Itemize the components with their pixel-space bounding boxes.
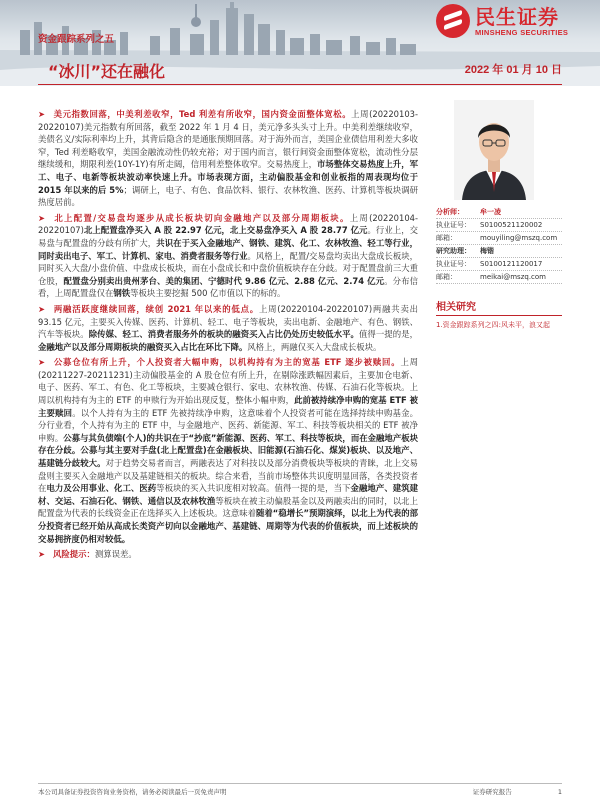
arrow-bullet-icon: ➤ [38,303,46,314]
body-text: 等板块主要挖掘 500 亿市值以下的标的。 [130,288,286,299]
disclaimer-note: 本公司具备证券投资咨询业务资格，请务必阅读最后一页免责声明 [38,788,227,796]
body-text: 上周(20211227-20211231)主动偏股基金的 A 股仓位有所上升，在剔除涨跌幅因素后，主要加仓电新、电子、医药、军工、有色、化工等板块，主要减仓银行、家电、农林牧渔、传媒、石油石化等板块。上周以机构持有为主的 ETF 的申赎行为开始出现反复，整体小幅申购， [38,357,419,406]
report-series: 资金跟踪系列之五 [38,34,115,45]
body-text: 上周(20220104-20220107)两融共卖出 93.15 亿元，主要买入传媒、医药、计算机、轻工、电子等板块，卖出电新、金融地产、有色、钢铁、汽车等板块。 [38,303,419,340]
arrow-bullet-icon: ➤ [38,212,46,223]
analyst-value: S0100121120017 [480,260,543,268]
analyst-value: mouyiling@mszq.com [480,234,558,242]
analyst-row [436,245,562,258]
footer [38,787,562,796]
section-heading: 北上配置/交易盘均逐步从成长板块切向金融地产以及部分周期板块。 [53,212,350,223]
analyst-label: 分析师： [436,208,464,216]
analyst-label: 邮箱： [436,234,457,242]
highlight-text: 北上配置盘净买入 A 股 22.97 亿元，北上交易盘净买入 A 股 28.77 亿元 [83,225,368,236]
summary-section [38,548,418,561]
highlight-text: 金融地产以及部分周期板块的融资买入占比在环比下降。 [38,341,248,352]
analyst-value: 梅锴 [480,247,494,255]
header-banner [0,0,600,86]
highlight-text: 电力及公用事业、化工、医药 [46,483,157,494]
analyst-value: S0100521120002 [480,221,543,229]
highlight-text: 钢铁 [113,288,131,299]
highlight-text: 除传媒、轻工、消费者服务外的板块的融资买入占比仍处历史较低水平。 [88,329,359,340]
analyst-label: 执业证号： [436,260,471,268]
body-text: 。以个人持有为主的 ETF 先被持续净申购，这意味着个人投资者可能在选择持续申购基金。分行业看，个人持有为主的 ETF 中，与金融地产、医药、新能源、军工、科技等板块相关的 ETF 被净申购。 [38,407,419,443]
body-text: 值得一提的是， [358,329,419,340]
analyst-label: 邮箱： [436,273,457,281]
arrow-bullet-icon: ➤ [38,109,46,119]
analyst-label: 执业证号： [436,221,471,229]
highlight-text: 随着“稳增长”预期演绎，以北上为代表的部分投资者已经开始从高成长类资产切向以金融地产、基建链、周期等为代表的价值板块，而上述板块的交易拥挤度仍相对较低。 [38,508,418,544]
analyst-photo [454,100,534,200]
summary-section [38,356,418,545]
analyst-row [436,219,562,232]
section-heading: 两融活跃度继续回落，续创 2021 年以来的低点。 [53,303,259,314]
body-text: 。分布信看，上周配置盘仅在 [38,275,418,299]
body-text: 上周(20220104-20220107) [38,212,419,236]
report-summary [38,108,418,564]
arrow-bullet-icon: ➤ [38,357,46,368]
analyst-label: 研究助理： [436,247,471,255]
company-logo [436,4,568,38]
section-heading: 公募仓位有所上升，个人投资者大幅申购，以机构持有为主的宽基 ETF 逐步被赎回。 [53,357,401,368]
body-text: 上周(20220103-20220107)美元指数有所回落，截至 2022 年 1 月 4 日，美元净多头头寸上升。中美利差继续收窄，美债名义/实际利率均上升，其背后隐含的是通胀预期回落。对于海外而言，美国企业债信用利差大多收窄，Ted 利差略收窄，美国金融流动性仍较充裕；对于国内而言，银行间资金面整体宽松，流动性分层继续缓和，期限利差(10Y-1Y)有所走阔，信用利差整体收窄。交易热度上， [38,109,419,170]
analyst-info [436,206,562,284]
section-heading: 风险提示： [53,549,95,560]
summary-section [38,303,418,353]
highlight-text: 市场整体交易热度上升，军工、电子、电新等板块波动率快速上升。市场表现方面，主动偏股基金和创业板指的周表现均位于 2015 年以来的后 5% [38,159,418,195]
highlight-text: 共识在于买入金融地产、钢铁、建筑、化工、农林牧渔、轻工等行业，同时卖出电子、军工、计算机、家电、消费者服务等行业 [38,237,419,261]
body-text: 对于趋势交易者而言，两融表达了对科技以及部分消费板块等板块的青睐，北上交易盘则主要买入金融地产以及基建链相关的板块。综合来看，当前市场整体共识度明显回落，各类投资者在 [38,458,419,494]
body-text: 测算误差。 [94,549,137,560]
related-research-link[interactable]: 1.资金跟踪系列之四:风未平，浪又起 [436,321,551,329]
body-text: 等板块的买入共识度相对较高。值得一提的是，当下 [156,483,351,494]
minsheng-logo-icon [436,4,470,38]
logo-chinese-name: 民生证券 [475,4,559,29]
footer-divider [38,783,562,784]
related-research-list [436,320,562,330]
sidebar [436,100,562,330]
report-title: “冰川”还在融化 [48,62,166,81]
report-type: 证券研究报告 [472,788,512,796]
body-text: ；调研上，电子、有色、食品饮料、银行、农林牧渔、医药、计算机等板块调研热度居前。 [38,184,418,208]
page-number: 1 [557,788,562,796]
report-date: 2022 年 01 月 10 日 [464,64,562,76]
summary-section [38,212,418,300]
analyst-row [436,271,562,284]
header-divider [38,84,562,85]
body-text: 。行业上，交易盘与配置盘的分歧有所扩大， [38,225,418,248]
summary-section [38,108,418,209]
body-text: 风格上，两融仅买入大盘成长板块。 [247,341,382,352]
analyst-row [436,232,562,245]
analyst-row [436,206,562,219]
highlight-text: 金融地产、建筑建材、交运、石油石化、钢铁、通信以及农林牧渔 [38,483,419,506]
arrow-bullet-icon: ➤ [38,549,46,560]
analyst-value: 牟一凌 [480,208,501,216]
highlight-text: 此前被持续净申购的宽基 ETF 被主要赎回 [38,395,418,418]
highlight-text: 配置盘分别卖出贵州茅台、美的集团、宁德时代 9.86 亿元、2.88 亿元、2.74 亿元 [63,275,385,286]
highlight-text: 公募与其负债端(个人)的共识在于“抄底”新能源、医药、军工、科技等板块，而在金融地产板块存在分歧。公募与其主要对手盘(北上配置盘)在金融板块、旧能源(石油石化、煤炭)板块、以及地产、基建链分歧较大。 [38,432,419,469]
related-research-title: 相关研究 [436,298,562,316]
analyst-value: meikai@mszq.com [480,273,546,281]
logo-english-name: MINSHENG SECURITIES [475,27,569,37]
body-text: 等板块在被主动偏股基金以及两融卖出的同时，以北上配置盘为代表的长线资金正在选择买入上述板块。这意味着 [38,495,419,519]
body-text: 。风格上，配置/交易盘均卖出大盘成长板块，同时买入大盘/小盘价值、中盘成长板块，而在小盘成长和中盘价值板块存在分歧。对于配置盘前三大重仓股， [38,250,418,286]
section-heading: 美元指数回落，中美利差收窄，Ted 利差有所收窄，国内资金面整体宽松。 [53,109,352,119]
analyst-row [436,258,562,271]
